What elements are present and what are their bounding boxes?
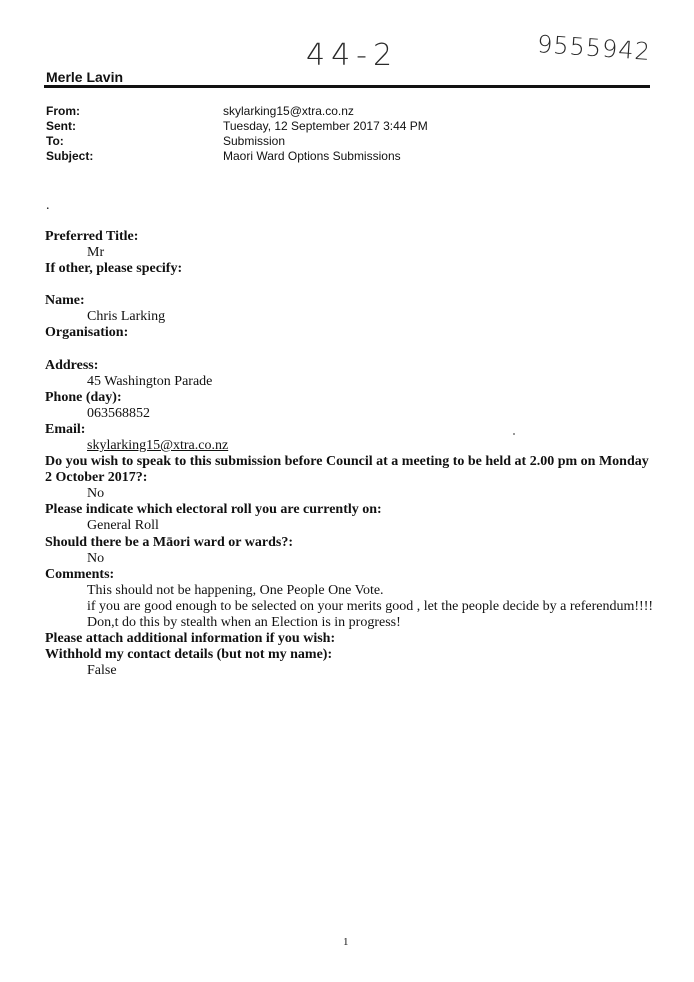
address-label: Address: — [45, 358, 99, 373]
comments-label: Comments: — [45, 567, 115, 582]
preferred-title-label: Preferred Title: — [45, 229, 139, 244]
speak-question-line1: Do you wish to speak to this submission before Council at a meeting to be held at 2.00 pm on Monday — [45, 454, 649, 469]
scan-speck — [513, 433, 515, 435]
sent-value: Tuesday, 12 September 2017 3:44 PM — [223, 119, 428, 133]
sent-label: Sent: — [46, 119, 76, 133]
comment-line: Don,t do this by stealth when an Election is in progress! — [87, 615, 401, 630]
from-label: From: — [46, 104, 80, 118]
comment-line: This should not be happening, One People One Vote. — [87, 583, 384, 598]
handwritten-reference-left: 44-2 — [306, 38, 399, 73]
withhold-details-value: False — [87, 663, 117, 678]
handwritten-reference-right: 9555942 — [536, 30, 652, 66]
body-dot: . — [46, 198, 50, 213]
other-title-label: If other, please specify: — [45, 261, 183, 276]
header-divider — [44, 85, 650, 88]
to-label: To: — [46, 134, 64, 148]
email-label: Email: — [45, 422, 86, 437]
comment-line: if you are good enough to be selected on your merits good , let the people decide by a referendum!!!! — [87, 599, 654, 614]
electoral-roll-value: General Roll — [87, 518, 159, 533]
attach-info-label: Please attach additional information if you wish: — [45, 631, 336, 646]
speak-value: No — [87, 486, 105, 501]
subject-label: Subject: — [46, 149, 94, 163]
maori-ward-value: No — [87, 551, 105, 566]
email-link[interactable]: skylarking15@xtra.co.nz — [87, 438, 229, 453]
phone-label: Phone (day): — [45, 390, 122, 405]
withhold-details-label: Withhold my contact details (but not my name): — [45, 647, 333, 662]
address-value: 45 Washington Parade — [87, 374, 213, 389]
electoral-roll-label: Please indicate which electoral roll you are currently on: — [45, 502, 382, 517]
speak-question-line2: 2 October 2017?: — [45, 470, 148, 485]
preferred-title-value: Mr — [87, 245, 105, 260]
sender-name: Merle Lavin — [46, 69, 124, 85]
to-value: Submission — [223, 134, 286, 148]
maori-ward-label: Should there be a Māori ward or wards?: — [45, 535, 293, 550]
subject-value: Maori Ward Options Submissions — [223, 149, 401, 163]
phone-value: 063568852 — [87, 406, 150, 421]
from-value: skylarking15@xtra.co.nz — [223, 104, 354, 118]
name-label: Name: — [45, 293, 85, 308]
page-number: 1 — [343, 936, 349, 948]
organisation-label: Organisation: — [45, 325, 129, 340]
name-value: Chris Larking — [87, 309, 166, 324]
